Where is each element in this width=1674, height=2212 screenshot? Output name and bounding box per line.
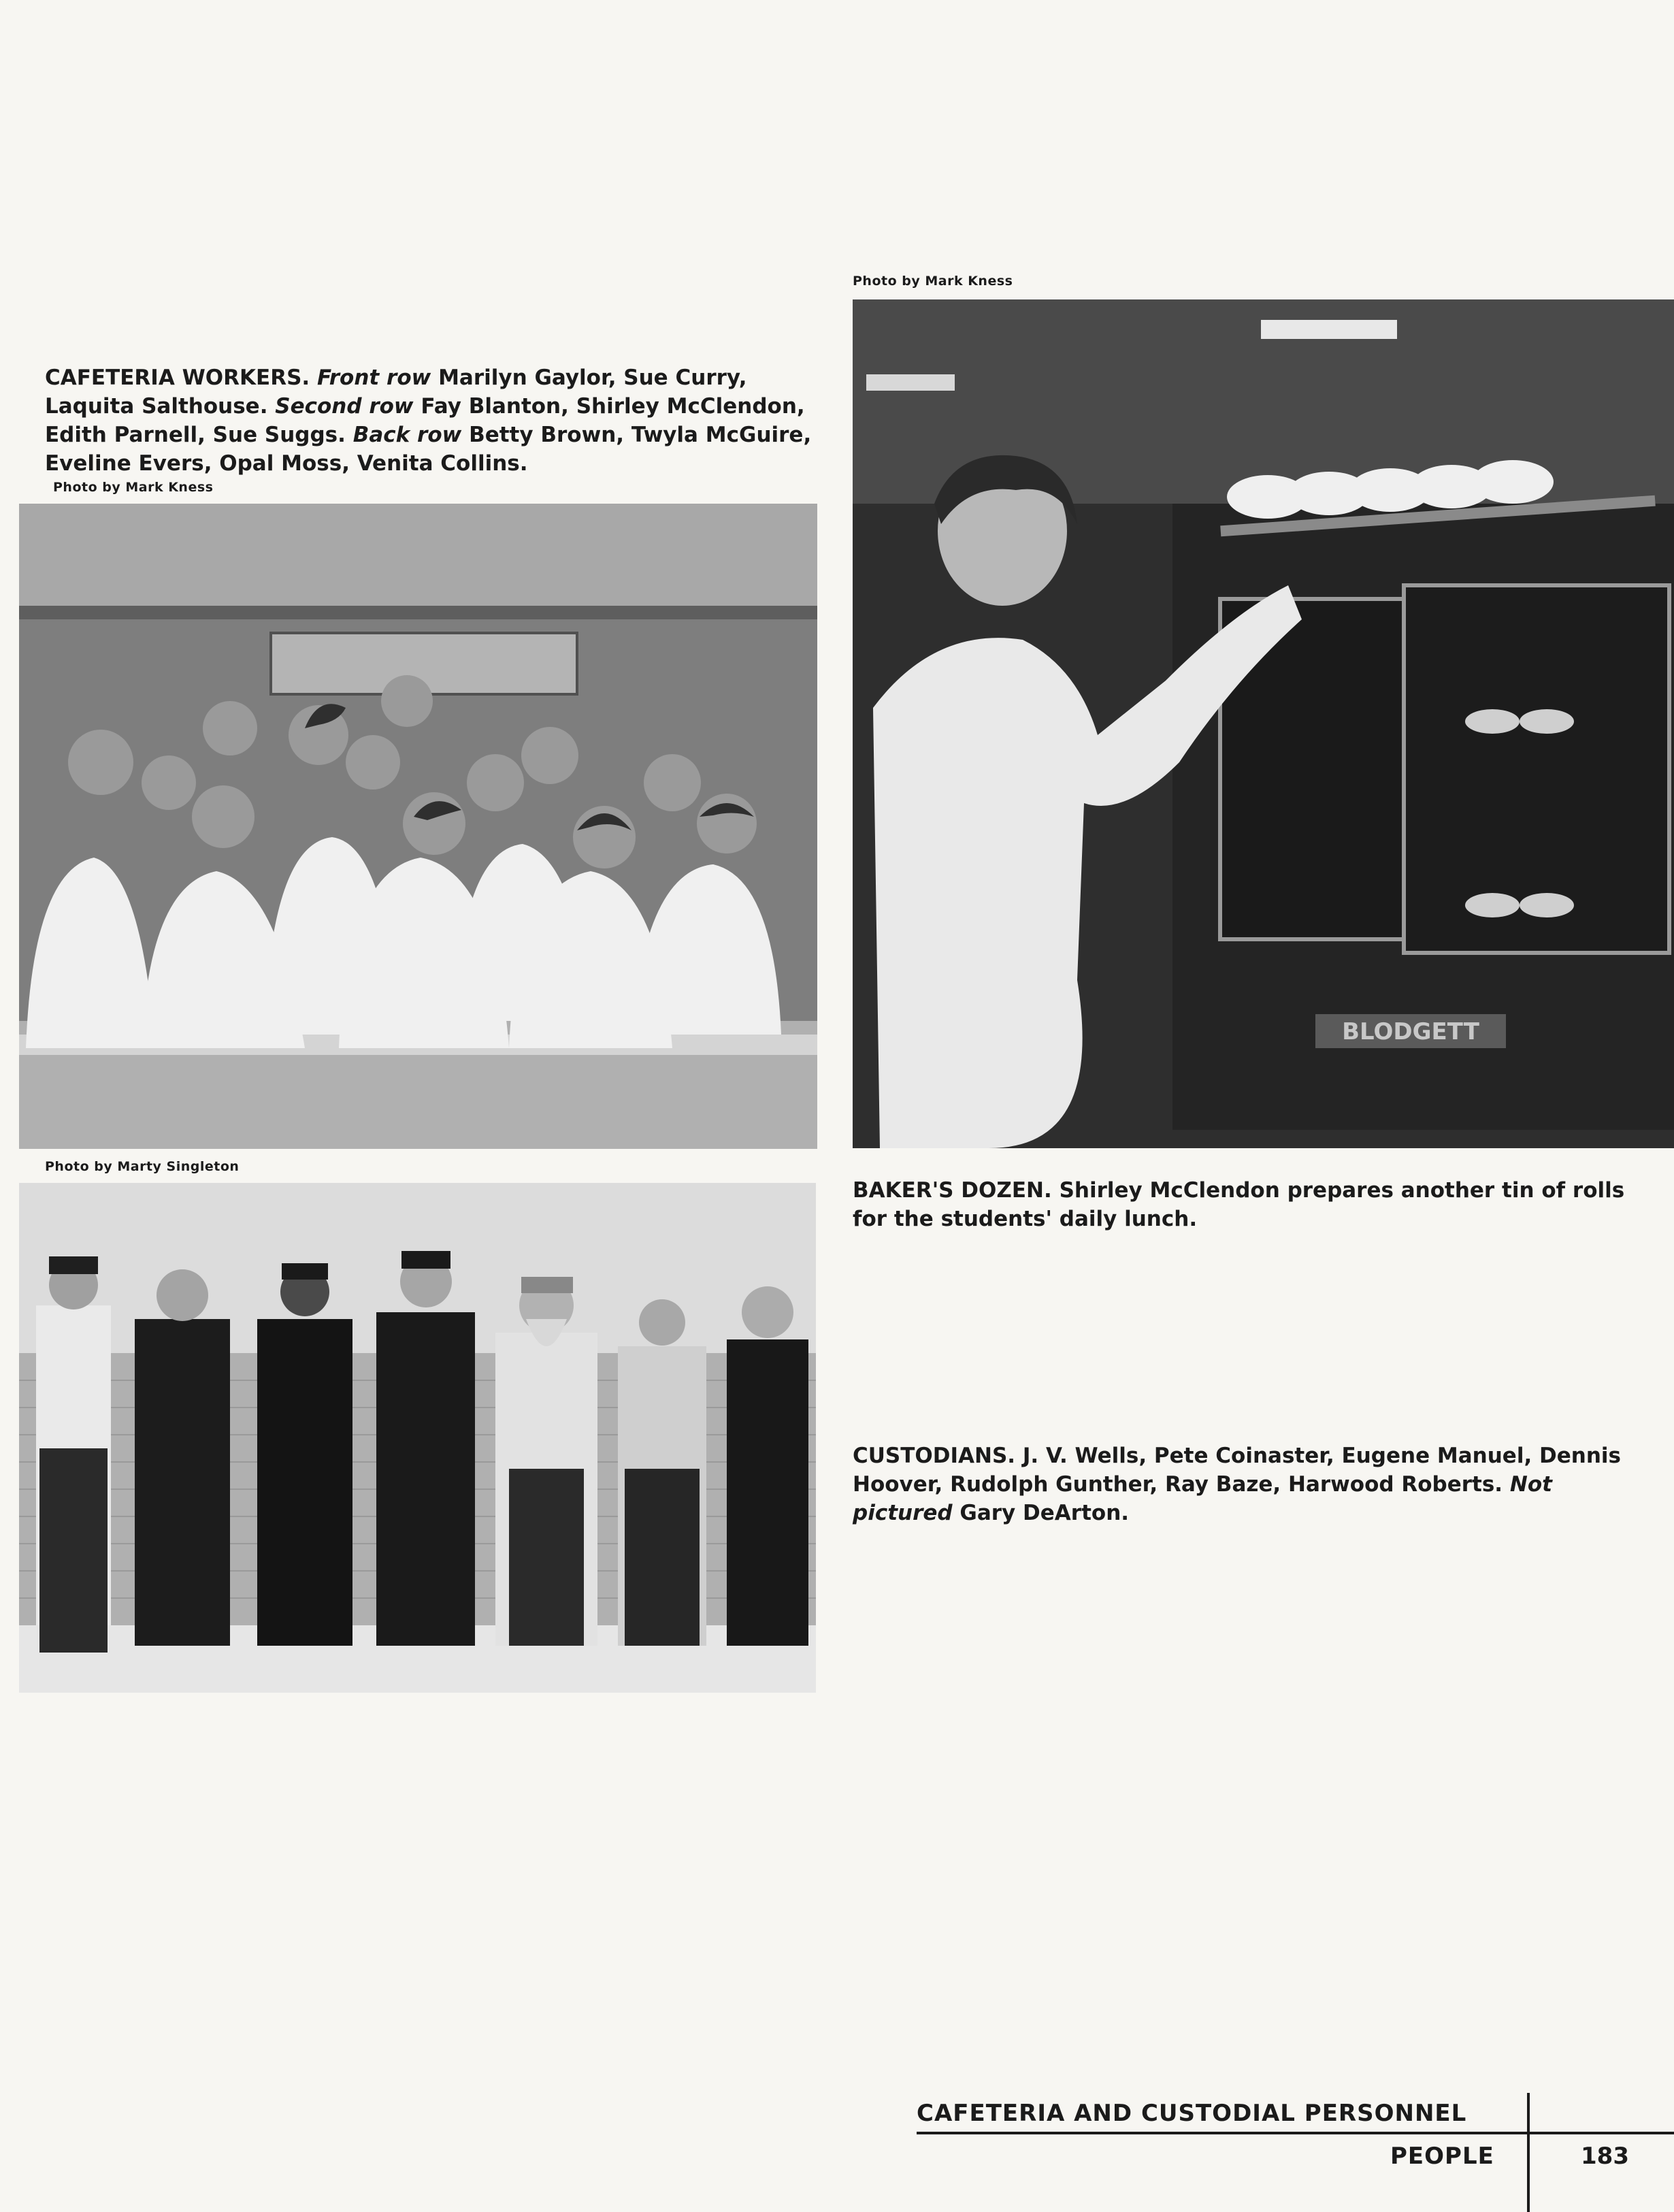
cafeteria-workers-photo — [19, 504, 817, 1149]
baker-photo — [853, 299, 1674, 1148]
not-pictured-names: Gary DeArton. — [959, 1501, 1130, 1525]
footer-rule-right — [1529, 2132, 1674, 2134]
page-number: 183 — [1581, 2143, 1629, 2170]
front-row-names: Marilyn Gaylor, Sue Curry, Laquita Salthouse. — [45, 365, 747, 419]
cafeteria-caption-lead: CAFETERIA WORKERS. — [45, 365, 310, 390]
front-row-label: Front row — [317, 365, 431, 390]
baker-caption-text: Shirley McClendon prepares another tin of rolls for the students' daily lunch. — [853, 1178, 1625, 1231]
back-row-names: Betty Brown, Twyla McGuire, Eveline Evers, Opal Moss, Venita Collins. — [45, 423, 812, 476]
oven-brand-label: BLODGETT — [1342, 1018, 1479, 1045]
second-row-names: Fay Blanton, Shirley McClendon, Edith Parnell, Sue Suggs. — [45, 394, 805, 447]
custodians-names: J. V. Wells, Pete Coinaster, Eugene Manuel, Dennis Hoover, Rudolph Gunther, Ray Baze, Harwood Roberts. — [853, 1444, 1621, 1497]
baker-caption-lead: BAKER'S DOZEN. — [853, 1178, 1052, 1203]
custodians-photo — [19, 1183, 816, 1693]
custodians-caption-lead: CUSTODIANS. — [853, 1444, 1016, 1468]
footer-rule — [917, 2132, 1529, 2134]
photo-credit-cafeteria: Photo by Mark Kness — [53, 480, 214, 495]
not-pictured-label: Not pictured — [853, 1472, 1552, 1525]
footer-section-name: PEOPLE — [1390, 2143, 1494, 2170]
cafeteria-caption — [45, 363, 827, 478]
photo-credit-baker: Photo by Mark Kness — [853, 274, 1013, 289]
second-row-label: Second row — [275, 394, 414, 419]
photo-credit-custodians: Photo by Marty Singleton — [45, 1159, 240, 1174]
custodians-caption — [853, 1442, 1635, 1527]
footer-section-title: CAFETERIA AND CUSTODIAL PERSONNEL — [917, 2100, 1467, 2127]
footer-divider — [1527, 2093, 1530, 2212]
back-row-label: Back row — [352, 423, 462, 447]
baker-caption — [853, 1176, 1635, 1233]
